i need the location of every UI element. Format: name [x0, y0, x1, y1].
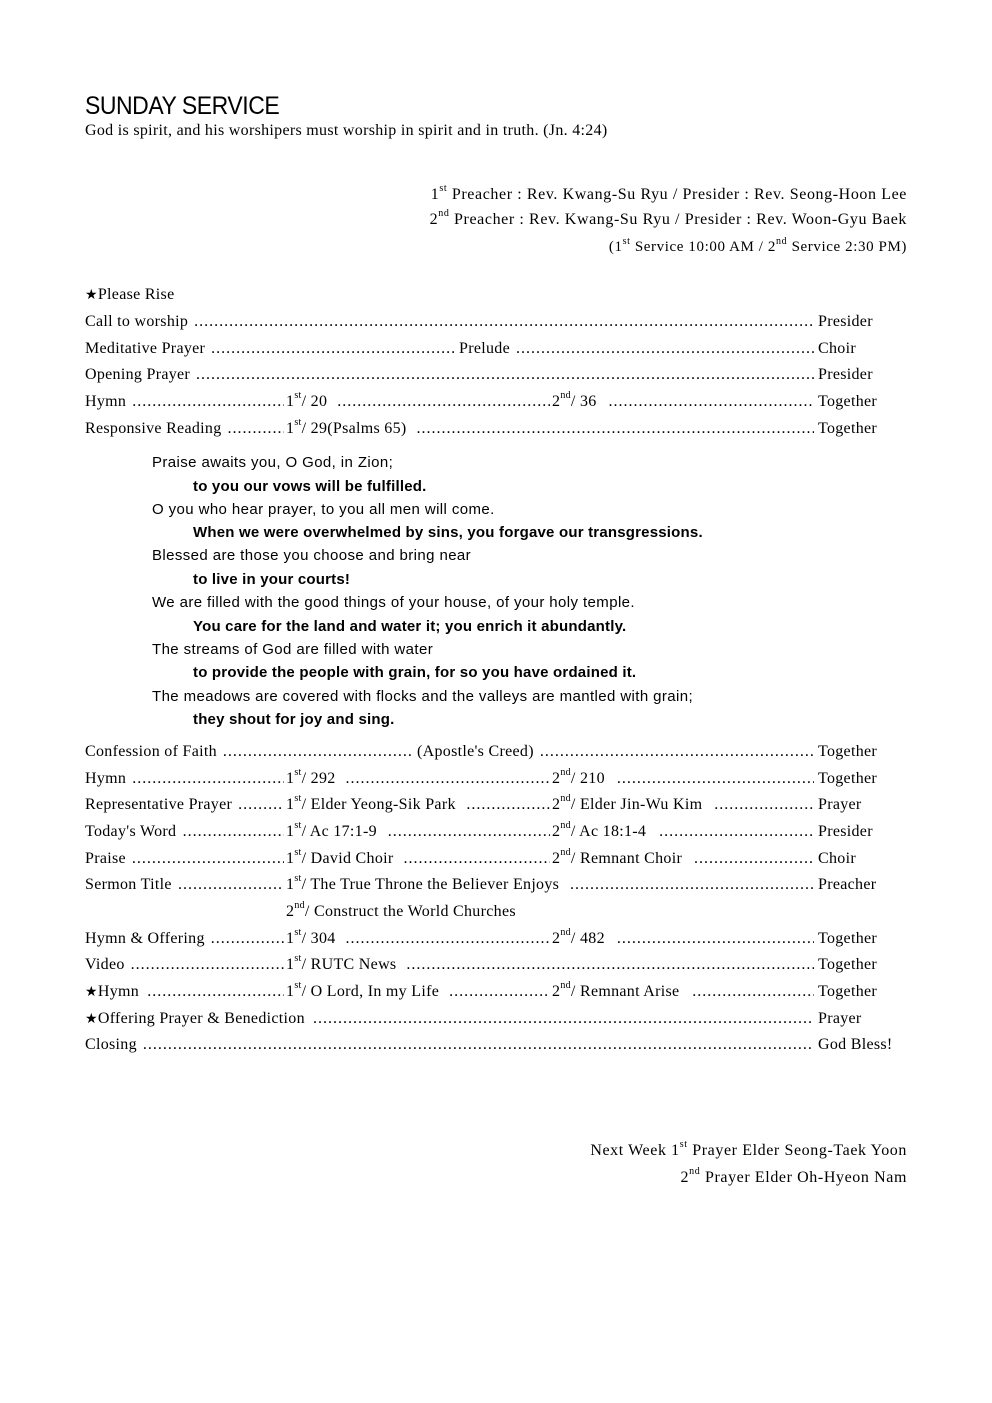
- order-item-leader: Preacher: [818, 876, 877, 893]
- order-item-leader: Together: [818, 956, 878, 973]
- order-item-label: Hymn & Offering: [85, 930, 205, 947]
- ordinal-number: 1: [286, 930, 295, 947]
- order-item: [85, 743, 907, 765]
- ordinal-suffix: nd: [294, 900, 305, 911]
- ordinal-number: 2: [552, 393, 561, 410]
- page-title: SUNDAY SERVICE: [85, 92, 280, 120]
- second-service-text: 36: [579, 393, 597, 410]
- star-icon: ★: [85, 288, 98, 303]
- dot-leader: [196, 366, 814, 384]
- second-service-text: Elder Jin-Wu Kim: [579, 796, 703, 813]
- ordinal-number: 1: [286, 876, 295, 893]
- service-time-text: Service 2:30 PM): [787, 239, 907, 255]
- people-line: You care for the land and water it; you enrich it abundantly.: [193, 617, 627, 635]
- order-item-label: Representative Prayer: [85, 796, 233, 813]
- ordinal-suffix: st: [679, 1139, 688, 1150]
- dot-leader: [238, 796, 284, 814]
- ordinal-slash: /: [570, 770, 580, 787]
- dot-leader: [406, 956, 814, 974]
- ordinal-suffix: st: [294, 953, 302, 964]
- order-item-leader: Presider: [818, 823, 873, 840]
- ordinal-slash: /: [570, 823, 580, 840]
- ordinal-slash: /: [570, 850, 580, 867]
- ordinal-suffix: st: [622, 236, 631, 247]
- people-line: to you our vows will be fulfilled.: [193, 477, 427, 495]
- order-item: [85, 417, 907, 442]
- second-service-value: [552, 980, 680, 1001]
- first-service-value: [286, 793, 456, 814]
- dot-leader: [211, 930, 284, 948]
- next-week-text: Next Week 1: [590, 1142, 680, 1159]
- order-item-label: Call to worship: [85, 313, 189, 330]
- ordinal-slash: /: [570, 930, 580, 947]
- dot-leader: [388, 823, 550, 841]
- scripture-verse: God is spirit, and his worshipers must worship in spirit and in truth. (Jn. 4:24): [85, 122, 608, 139]
- dot-leader: [313, 1010, 814, 1028]
- dot-leader: [659, 823, 814, 841]
- ordinal-number: 1: [286, 796, 295, 813]
- ordinal-slash: /: [301, 983, 311, 1000]
- ordinal-suffix: nd: [776, 236, 788, 247]
- dot-leader: [183, 823, 284, 841]
- order-item-label-wrap: [85, 420, 222, 438]
- ordinal-suffix: st: [294, 390, 302, 401]
- dot-leader: [449, 983, 550, 1001]
- service-time-text: (1: [608, 239, 623, 255]
- ordinal-number: 2: [552, 796, 561, 813]
- order-item-label-wrap: [85, 850, 126, 868]
- ordinal-number: 1: [286, 393, 295, 410]
- order-item: [85, 820, 907, 845]
- ordinal-suffix: nd: [560, 980, 571, 991]
- ordinal-number: 1: [286, 823, 295, 840]
- ordinal-suffix: st: [294, 847, 302, 858]
- order-item-label-wrap: [85, 340, 205, 358]
- detail-text: (Apostle's Creed): [417, 743, 534, 760]
- leader-line: O you who hear prayer, to you all men will come.: [152, 500, 495, 518]
- leader-line: The meadows are covered with flocks and the valleys are mantled with grain;: [152, 687, 694, 705]
- first-service-text: Ac 17:1-9: [309, 823, 377, 840]
- ordinal-slash: /: [301, 956, 311, 973]
- order-item: [85, 366, 907, 388]
- order-item: [85, 873, 907, 898]
- please-rise: [85, 286, 907, 308]
- order-item-label-wrap: [85, 393, 126, 411]
- ordinal-slash: /: [301, 876, 311, 893]
- order-item-leader: Together: [818, 770, 878, 787]
- dot-leader: [540, 743, 814, 761]
- second-service-text: 482: [579, 930, 605, 947]
- dot-leader: [694, 850, 814, 868]
- ordinal-number: 1: [286, 983, 295, 1000]
- ordinal-suffix: nd: [560, 793, 571, 804]
- first-service-text: 304: [310, 930, 336, 947]
- order-item-label-wrap: [85, 876, 172, 894]
- order-item-leader: Prayer: [818, 1010, 862, 1027]
- ordinal-slash: /: [301, 393, 311, 410]
- order-item: [85, 340, 907, 362]
- people-line: to provide the people with grain, for so you have ordained it.: [193, 664, 637, 682]
- dot-leader: [617, 930, 814, 948]
- first-service-value: [286, 767, 336, 788]
- first-service-text: 29(Psalms 65): [310, 420, 407, 437]
- order-item-label: Hymn: [85, 770, 127, 787]
- second-service-text: Remnant Arise: [579, 983, 680, 1000]
- order-item-label: Today's Word: [85, 823, 177, 840]
- service-times: [608, 236, 907, 256]
- ordinal-number: 1: [286, 956, 295, 973]
- order-item-label: Meditative Prayer: [85, 340, 206, 357]
- order-item-label-wrap: [85, 983, 139, 1001]
- first-service-value: [286, 927, 336, 948]
- ordinal-suffix: st: [294, 767, 302, 778]
- next-week-first-prayer: [590, 1139, 907, 1160]
- first-service-text: O Lord, In my Life: [310, 983, 440, 1000]
- ordinal-suffix: st: [294, 793, 302, 804]
- order-item-leader: Together: [818, 420, 878, 437]
- ordinal-suffix: nd: [438, 208, 450, 219]
- dot-leader: [131, 956, 284, 974]
- order-item-leader: Choir: [818, 850, 856, 867]
- second-service-value: [552, 390, 597, 411]
- next-week-second-prayer: [680, 1166, 907, 1187]
- ordinal-number: 2: [429, 211, 439, 228]
- ordinal-suffix: nd: [560, 390, 571, 401]
- order-item-label: Hymn: [85, 393, 127, 410]
- first-service-text: 20: [310, 393, 328, 410]
- order-item-label-wrap: [85, 313, 188, 331]
- order-item-label: Closing: [85, 1036, 137, 1053]
- order-item-leader: God Bless!: [818, 1036, 893, 1053]
- first-service-value: [286, 390, 328, 411]
- next-week-text: Prayer Elder Oh-Hyeon Nam: [700, 1169, 907, 1186]
- dot-leader: [570, 876, 814, 894]
- ordinal-number: 2: [552, 983, 561, 1000]
- second-service-value: [552, 847, 683, 868]
- dot-leader: [466, 796, 550, 814]
- leader-line: We are filled with the good things of your house, of your holy temple.: [152, 594, 635, 612]
- dot-leader: [178, 876, 284, 894]
- second-service-text: Remnant Choir: [579, 850, 683, 867]
- dot-leader: [211, 340, 455, 358]
- dot-leader: [516, 340, 814, 358]
- ordinal-suffix: st: [439, 183, 448, 194]
- leader-line: Praise awaits you, O God, in Zion;: [152, 454, 394, 471]
- order-item-label: Video: [85, 956, 125, 973]
- order-item: [85, 953, 907, 978]
- dot-leader: [194, 313, 814, 331]
- ordinal-slash: /: [301, 930, 311, 947]
- ordinal-suffix: nd: [560, 767, 571, 778]
- ordinal-number: 2: [552, 930, 561, 947]
- dot-leader: [132, 770, 284, 788]
- dot-leader: [143, 1036, 814, 1054]
- dot-leader: [223, 743, 413, 761]
- order-item-label-wrap: [85, 743, 217, 761]
- order-item: [85, 390, 907, 415]
- order-item: [85, 1036, 907, 1058]
- ordinal-suffix: st: [294, 873, 302, 884]
- first-service-value: [286, 980, 440, 1001]
- ordinal-suffix: nd: [560, 847, 571, 858]
- order-item-leader: Choir: [818, 340, 856, 357]
- order-item-leader: Presider: [818, 366, 873, 383]
- second-service-text: Construct the World Churches: [313, 903, 516, 920]
- order-item-label-wrap: [85, 366, 190, 384]
- second-service-value: [552, 793, 703, 814]
- ordinal-suffix: nd: [560, 927, 571, 938]
- order-item: [85, 847, 907, 872]
- next-week-text: 2: [680, 1169, 690, 1186]
- ordinal-slash: /: [301, 823, 310, 840]
- service-time-text: Service 10:00 AM / 2: [630, 239, 777, 255]
- dot-leader: [617, 770, 814, 788]
- ordinal-number: 2: [552, 823, 561, 840]
- dot-leader: [714, 796, 814, 814]
- first-preacher-line: [430, 183, 907, 204]
- next-week-text: Prayer Elder Seong-Taek Yoon: [687, 1142, 907, 1159]
- order-item-detail: [417, 743, 534, 761]
- detail-text: Prelude: [459, 340, 510, 357]
- ordinal-suffix: st: [294, 927, 302, 938]
- first-service-value: [286, 953, 397, 974]
- dot-leader: [609, 393, 814, 411]
- second-service-value: [552, 820, 647, 841]
- order-item: [85, 900, 907, 925]
- order-item-label: Offering Prayer & Benediction: [97, 1010, 305, 1027]
- ordinal-slash: /: [301, 770, 311, 787]
- order-item-leader: Together: [818, 930, 878, 947]
- order-item-label-wrap: [85, 956, 125, 974]
- people-line: they shout for joy and sing.: [193, 711, 395, 728]
- people-line: When we were overwhelmed by sins, you forgave our transgressions.: [193, 524, 703, 542]
- second-service-value: [552, 767, 605, 788]
- dot-leader: [346, 930, 550, 948]
- first-service-text: David Choir: [310, 850, 394, 867]
- ordinal-number: 2: [286, 903, 295, 920]
- ordinal-slash: /: [570, 983, 580, 1000]
- ordinal-number: 1: [286, 850, 295, 867]
- dot-leader: [132, 850, 284, 868]
- first-service-text: 292: [310, 770, 336, 787]
- ordinal-suffix: nd: [689, 1166, 701, 1177]
- order-item: [85, 927, 907, 952]
- order-item-label: Sermon Title: [85, 876, 172, 893]
- ordinal-slash: /: [301, 850, 311, 867]
- dot-leader: [337, 393, 550, 411]
- second-service-text: Ac 18:1-4: [579, 823, 647, 840]
- order-item-label-wrap: [85, 1010, 305, 1028]
- ordinal-number: 1: [286, 420, 295, 437]
- first-service-text: RUTC News: [310, 956, 397, 973]
- ordinal-number: 2: [552, 770, 561, 787]
- leader-line: The streams of God are filled with water: [152, 640, 434, 658]
- dot-leader: [346, 770, 550, 788]
- order-item-detail: [459, 340, 510, 358]
- ordinal-suffix: st: [294, 980, 302, 991]
- ordinal-slash: /: [570, 393, 580, 410]
- ordinal-slash: /: [301, 420, 311, 437]
- dot-leader: [403, 850, 550, 868]
- order-item-label-wrap: [85, 823, 176, 841]
- people-line: to live in your courts!: [193, 570, 351, 588]
- ordinal-slash: /: [570, 796, 580, 813]
- order-item-leader: Together: [818, 743, 878, 760]
- first-service-value: [286, 873, 560, 894]
- ordinal-number: 1: [286, 770, 295, 787]
- order-item-leader: Together: [818, 983, 878, 1000]
- first-service-value: [286, 820, 377, 841]
- ordinal-slash: /: [304, 903, 314, 920]
- order-item: [85, 793, 907, 818]
- ordinal-suffix: nd: [560, 820, 571, 831]
- second-service-value: [286, 900, 516, 921]
- ordinal-number: 1: [430, 186, 440, 203]
- order-item: [85, 980, 907, 1005]
- second-service-value: [552, 927, 605, 948]
- ordinal-suffix: st: [294, 820, 302, 831]
- order-item-label: Opening Prayer: [85, 366, 191, 383]
- dot-leader: [692, 983, 814, 1001]
- dot-leader: [132, 393, 284, 411]
- order-item-label-wrap: [85, 796, 232, 814]
- second-service-text: 210: [579, 770, 605, 787]
- first-service-value: [286, 417, 407, 438]
- order-item: [85, 1010, 907, 1032]
- order-item-leader: Together: [818, 393, 878, 410]
- ordinal-number: 2: [552, 850, 561, 867]
- preacher-text: Preacher : Rev. Kwang-Su Ryu / Presider : Rev. Seong-Hoon Lee: [451, 186, 907, 203]
- order-item-leader: Prayer: [818, 796, 862, 813]
- order-item-label-wrap: [85, 770, 126, 788]
- order-item-label: Praise: [85, 850, 126, 867]
- preacher-text: Preacher : Rev. Kwang-Su Ryu / Presider : Rev. Woon-Gyu Baek: [454, 211, 907, 228]
- ordinal-slash: /: [301, 796, 311, 813]
- order-item-label-wrap: [85, 930, 205, 948]
- second-preacher-line: [429, 208, 907, 229]
- first-service-value: [286, 847, 394, 868]
- first-service-text: Elder Yeong-Sik Park: [310, 796, 456, 813]
- order-item-label-wrap: [85, 1036, 137, 1054]
- order-item-label: Hymn: [97, 983, 140, 1000]
- please-rise-label: Please Rise: [97, 286, 175, 303]
- order-item-leader: Presider: [818, 313, 873, 330]
- dot-leader: [227, 420, 284, 438]
- first-service-text: The True Throne the Believer Enjoys: [310, 876, 560, 893]
- dot-leader: [147, 983, 284, 1001]
- star-icon: ★: [85, 1012, 98, 1027]
- order-item: [85, 767, 907, 792]
- leader-line: Blessed are those you choose and bring near: [152, 547, 472, 565]
- order-item-label: Confession of Faith: [85, 743, 217, 760]
- order-item-label: Responsive Reading: [85, 420, 222, 437]
- star-icon: ★: [85, 985, 98, 1000]
- ordinal-suffix: st: [294, 417, 302, 428]
- dot-leader: [417, 420, 814, 438]
- order-item: [85, 313, 907, 335]
